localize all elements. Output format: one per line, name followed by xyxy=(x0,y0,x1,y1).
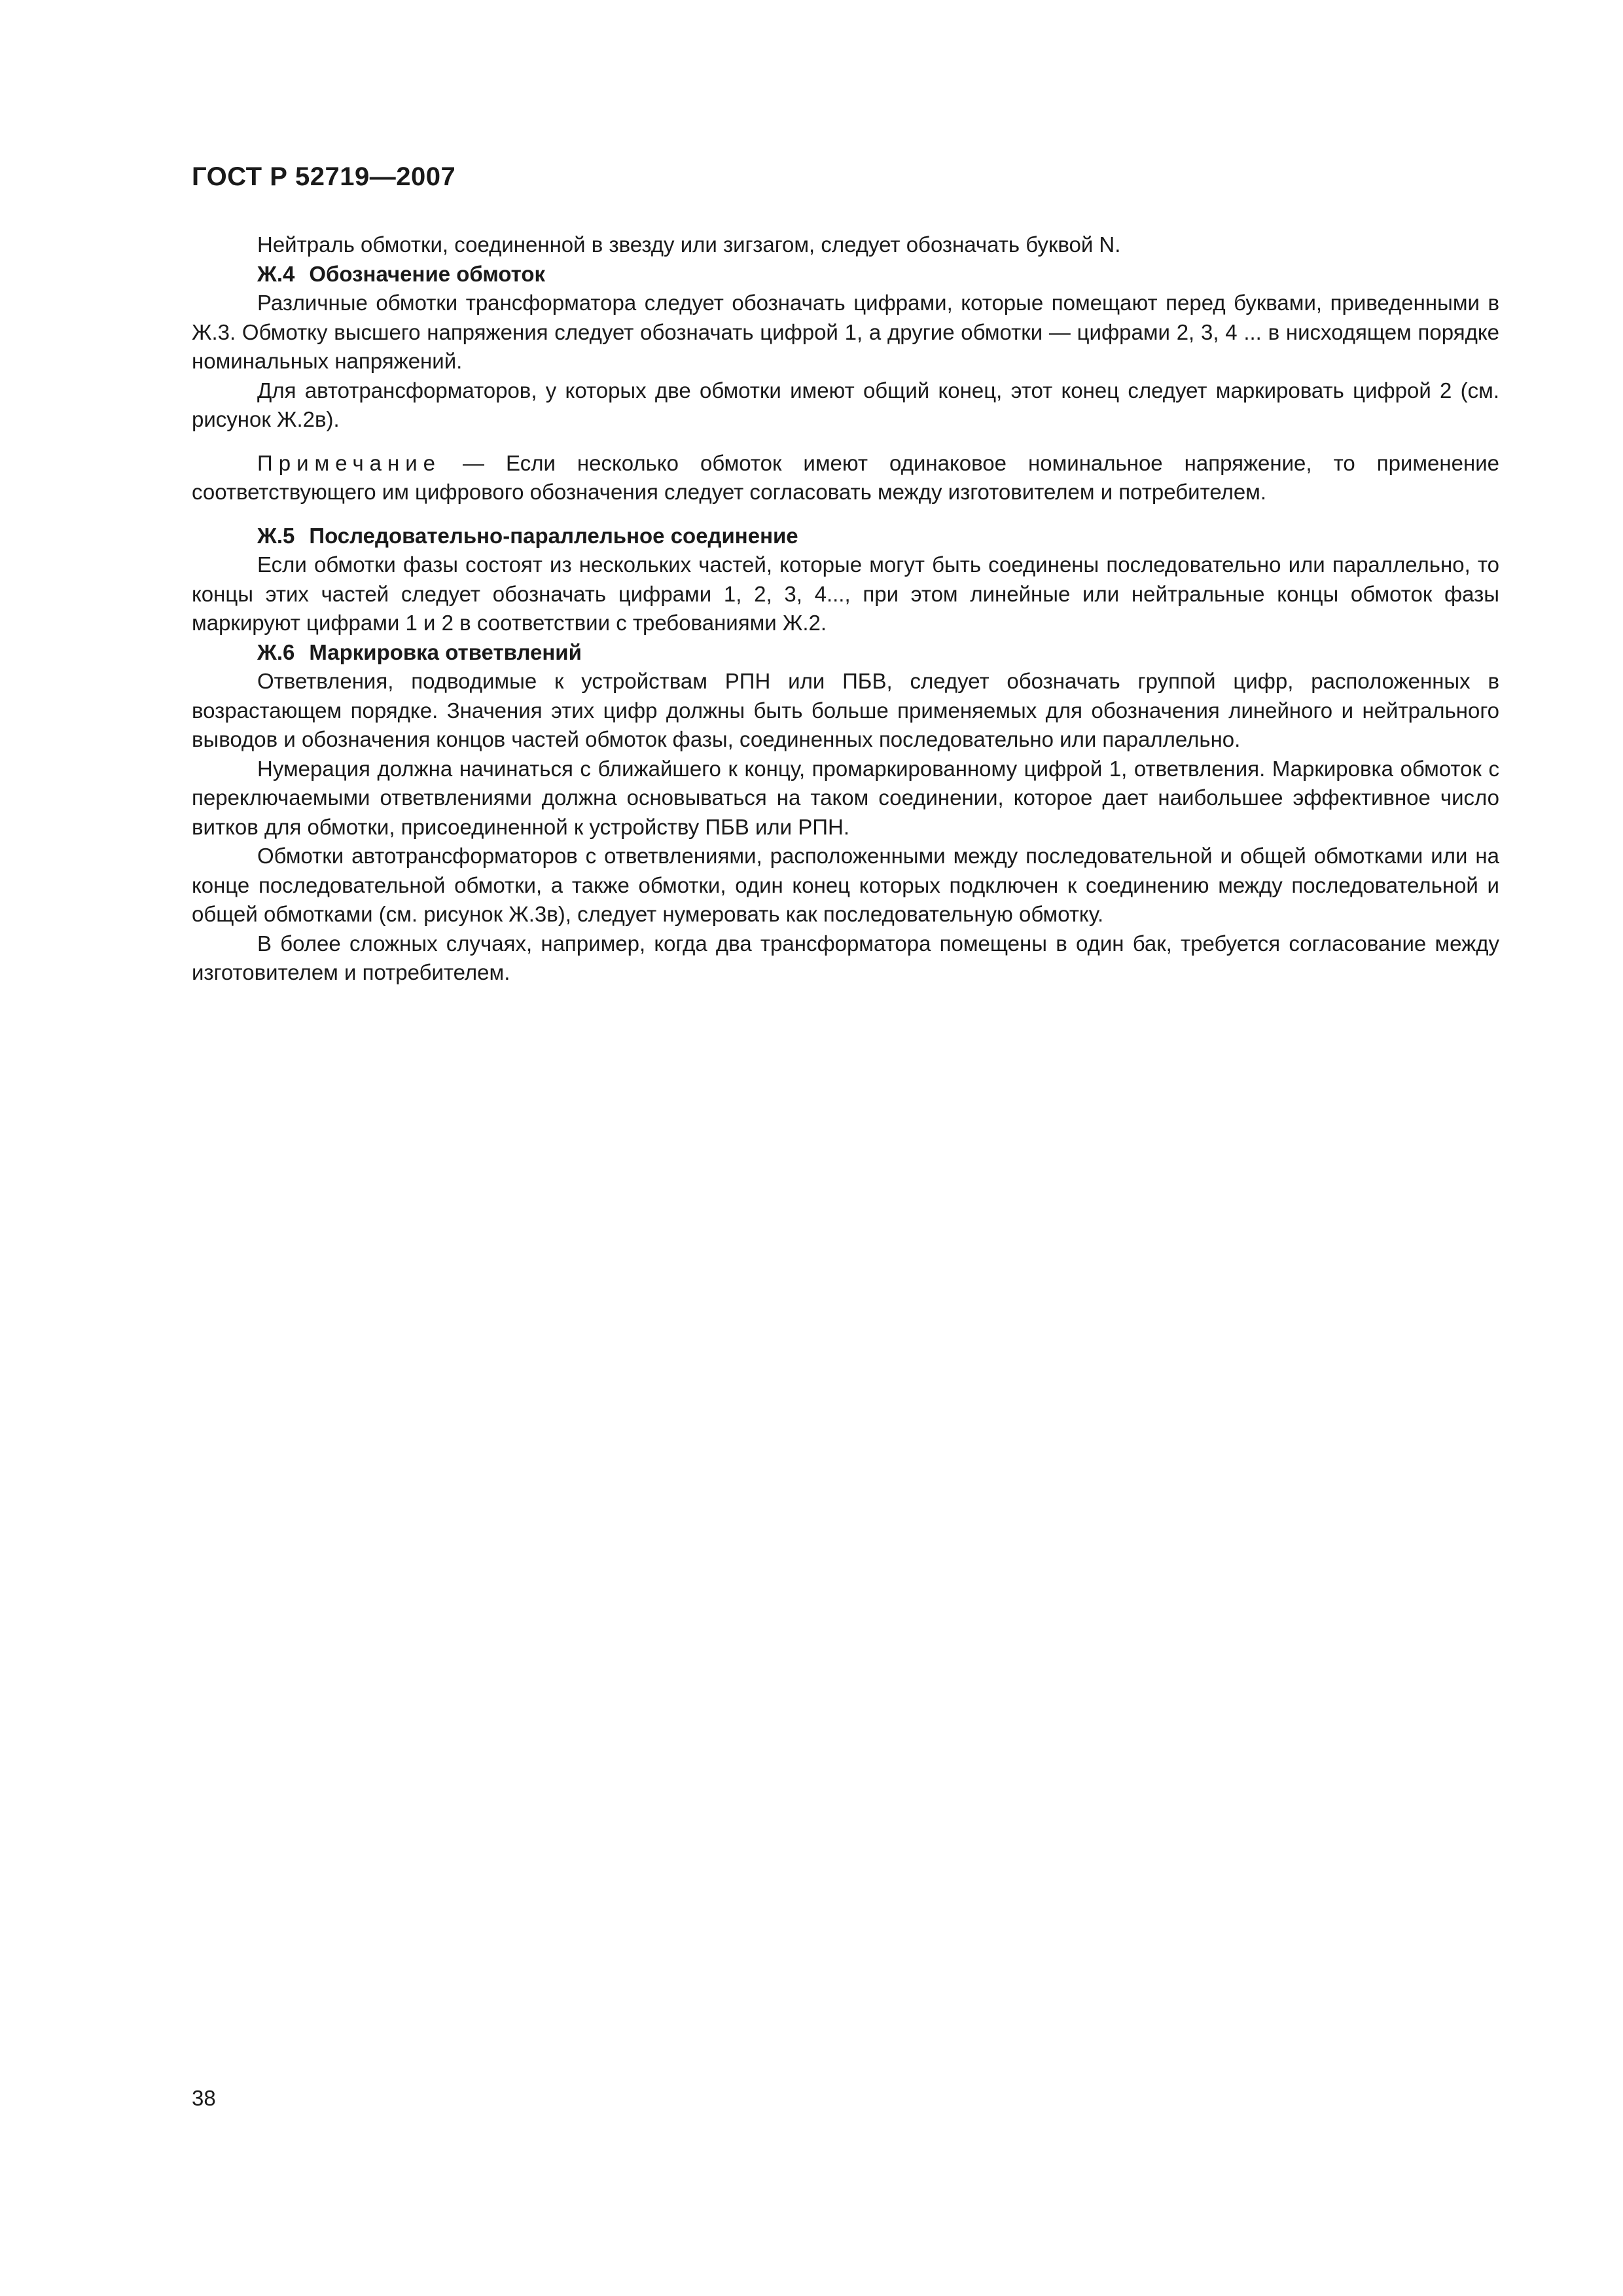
paragraph: Различные обмотки трансформатора следует обозначать цифрами, которые помещают перед буквами, приведенными в Ж.3. Обмотку высшего напряжения следует обозначать цифрой 1, а другие обмотки — цифрами 2, 3, 4 ... в нисходящем порядке номинальных напряжений. xyxy=(192,291,1499,373)
section-heading-5 xyxy=(192,522,1499,551)
section-number: Ж.5 xyxy=(257,523,295,548)
paragraph: Если обмотки фазы состоят из нескольких частей, которые могут быть соединены последовательно или параллельно, то концы этих частей следует обозначать цифрами 1, 2, 3, 4..., при этом линейные или нейтральные концы обмоток фазы маркируют цифрами 1 и 2 в соответствии с требованиями Ж.2. xyxy=(192,552,1499,635)
page-number: 38 xyxy=(192,2086,216,2110)
paragraph: Нумерация должна начинаться с ближайшего к концу, промаркированному цифрой 1, ответвления. Маркировка обмоток с переключаемыми ответвлениями должна основываться на таком соединении, которое дает наибольшее эффективное число витков для обмотки, присоединенной к устройству ПБВ или РПН. xyxy=(192,756,1499,839)
section-heading-4 xyxy=(192,260,1499,289)
note-paragraph xyxy=(192,449,1499,507)
note-label: Примечание xyxy=(257,450,442,475)
paragraph: Обмотки автотрансформаторов с ответвлениями, расположенными между последовательной и общей обмотками или на конце последовательной обмотки, а также обмотки, один конец которых подключен к соединению между последовательной и общей обмотками (см. рисунок Ж.3в), следует нумеровать как последовательную обмотку. xyxy=(192,844,1499,926)
paragraph-neutral: Нейтраль обмотки, соединенной в звезду или зигзагом, следует обозначать буквой N. xyxy=(257,232,1121,257)
paragraph: Ответвления, подводимые к устройствам РПН или ПБВ, следует обозначать группой цифр, расположенных в возрастающем порядке. Значения этих цифр должны быть больше применяемых для обозначения линейного и нейтрального выводов и обозначения концов частей обмоток фазы, соединенных последовательно или параллельно. xyxy=(192,669,1499,751)
document-body xyxy=(192,230,1499,988)
section-title: Маркировка ответвлений xyxy=(309,639,582,664)
section-heading-6 xyxy=(192,638,1499,668)
section-number: Ж.6 xyxy=(257,639,295,664)
section-number: Ж.4 xyxy=(257,261,295,286)
paragraph: В более сложных случаях, например, когда два трансформатора помещены в один бак, требуется согласование между изготовителем и потребителем. xyxy=(192,931,1499,984)
section-title: Последовательно-параллельное соединение xyxy=(309,523,798,548)
note-text: — Если несколько обмоток имеют одинаковое номинальное напряжение, то применение соответствующего им цифрового обозначения следует согласовать между изготовителем и потребителем. xyxy=(192,450,1499,504)
paragraph: Для автотрансформаторов, у которых две обмотки имеют общий конец, этот конец следует маркировать цифрой 2 (см. рисунок Ж.2в). xyxy=(192,378,1499,431)
section-title: Обозначение обмоток xyxy=(309,261,546,286)
document-id-header: ГОСТ Р 52719—2007 xyxy=(192,162,456,191)
